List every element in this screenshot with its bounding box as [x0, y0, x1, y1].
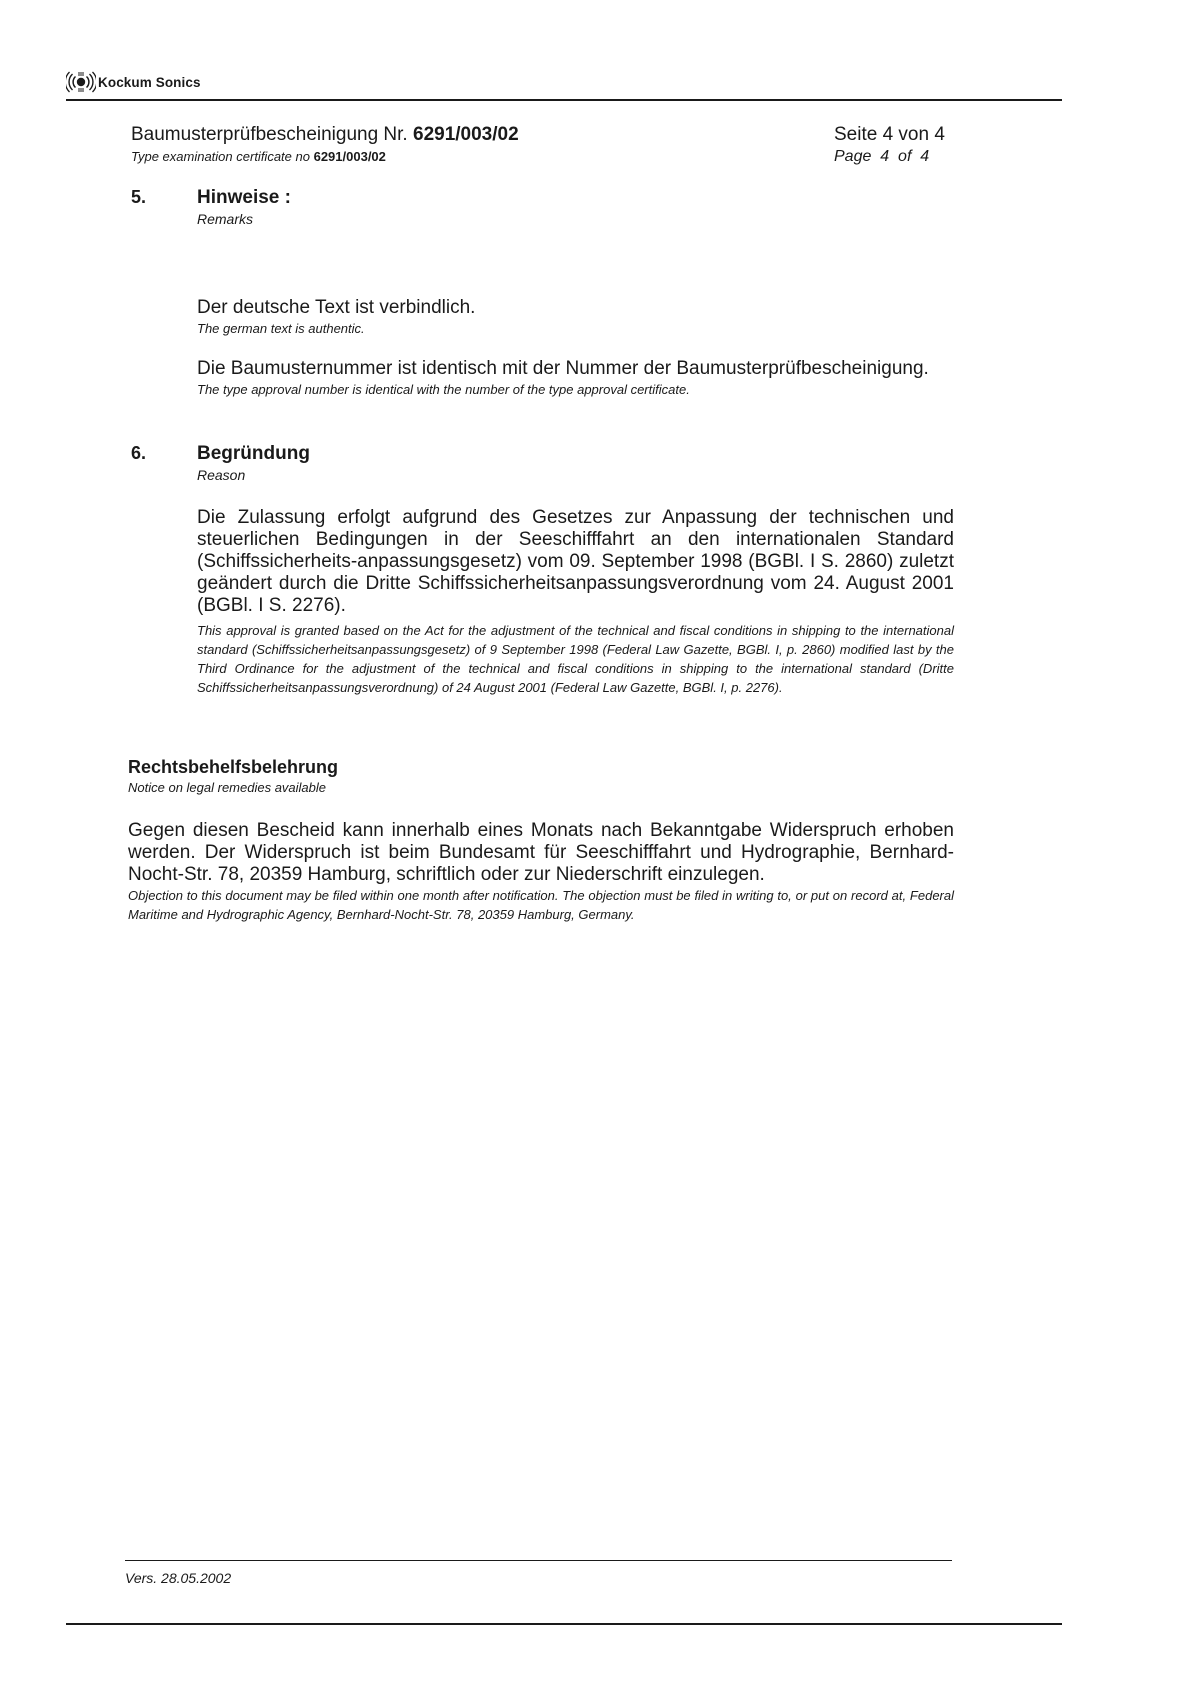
section-5-number: 5.	[131, 187, 147, 207]
page-indicator-de: Seite 4 von 4	[834, 124, 945, 145]
logo-text: Kockum Sonics	[98, 74, 201, 90]
remark-2-en: The type approval number is identical with the number of the type approval certificate.	[197, 382, 690, 397]
remark-1-en: The german text is authentic.	[197, 321, 365, 336]
certificate-number-en: 6291/003/02	[313, 149, 386, 164]
company-logo	[66, 72, 201, 92]
section-5-title: Hinweise :	[197, 187, 291, 208]
legal-remedies-text-de: Gegen diesen Bescheid kann innerhalb eines Monats nach Bekanntgabe Widerspruch erhoben werden. Der Widerspruch ist beim Bundesamt für Seeschifffahrt und Hydrographie, Bernhard-Nocht-Str. 78, 20359 Hamburg, schriftlich oder zur Niederschrift einzulegen.	[128, 820, 954, 885]
section-6-number: 6.	[131, 443, 147, 463]
header-rule	[66, 99, 1062, 101]
legal-remedies-text-en: Objection to this document may be filed within one month after notification. The objection must be filed in writing to, or put on record at, Federal Maritime and Hydrographic Agency, Bernhard-Nocht-Str. 78, 20359 Hamburg, Germany.	[128, 888, 954, 922]
reason-text-de: Die Zulassung erfolgt aufgrund des Gesetzes zur Anpassung der technischen und steuerlichen Bedingungen in der Seeschifffahrt an den internationalen Standard (Schiffssicherheits-anpassungsgesetz) vom 09. September 1998 (BGBl. I S. 2860) zuletzt geändert durch die Dritte Schiffssicherheitsanpassungsverordnung vom 24. August 2001 (BGBl. I S. 2276).	[197, 507, 954, 616]
footer-rule-short	[125, 1560, 952, 1561]
certificate-title-de	[131, 124, 519, 146]
legal-remedies-title: Rechtsbehelfsbelehrung	[128, 757, 339, 777]
section-6-subtitle: Reason	[197, 467, 246, 483]
page-indicator-en: Page 4 of 4	[834, 148, 930, 165]
reason-text-en: This approval is granted based on the Act for the adjustment of the technical and fiscal conditions in shipping to the international standard (Schiffssicherheitsanpassungsgesetz) of 9 September 1998 (Federal Law Gazette, BGBl. I, p. 2860) modified last by the Third Ordinance for the adjustment of the technical and fiscal conditions in shipping to the international standard (Dritte Schiffssicherheitsanpassungsverordnung) of 24 August 2001 (Federal Law Gazette, BGBl. I, p. 2276).	[197, 623, 954, 695]
footer-rule	[66, 1623, 1062, 1625]
certificate-label-de: Baumusterprüfbescheinigung Nr.	[131, 124, 408, 145]
section-6-title: Begründung	[197, 443, 310, 464]
version-date: Vers. 28.05.2002	[125, 1570, 232, 1586]
certificate-title-en	[131, 149, 386, 164]
certificate-label-en: Type examination certificate no	[131, 149, 310, 164]
legal-remedies-subtitle: Notice on legal remedies available	[128, 780, 327, 795]
remark-2-de: Die Baumusternummer ist identisch mit der Nummer der Baumusterprüfbescheinigung.	[197, 358, 929, 379]
remark-1-de: Der deutsche Text ist verbindlich.	[197, 297, 476, 318]
certificate-number-de: 6291/003/02	[413, 124, 519, 145]
sonar-logo-icon	[66, 71, 96, 93]
section-5-subtitle: Remarks	[197, 211, 254, 227]
